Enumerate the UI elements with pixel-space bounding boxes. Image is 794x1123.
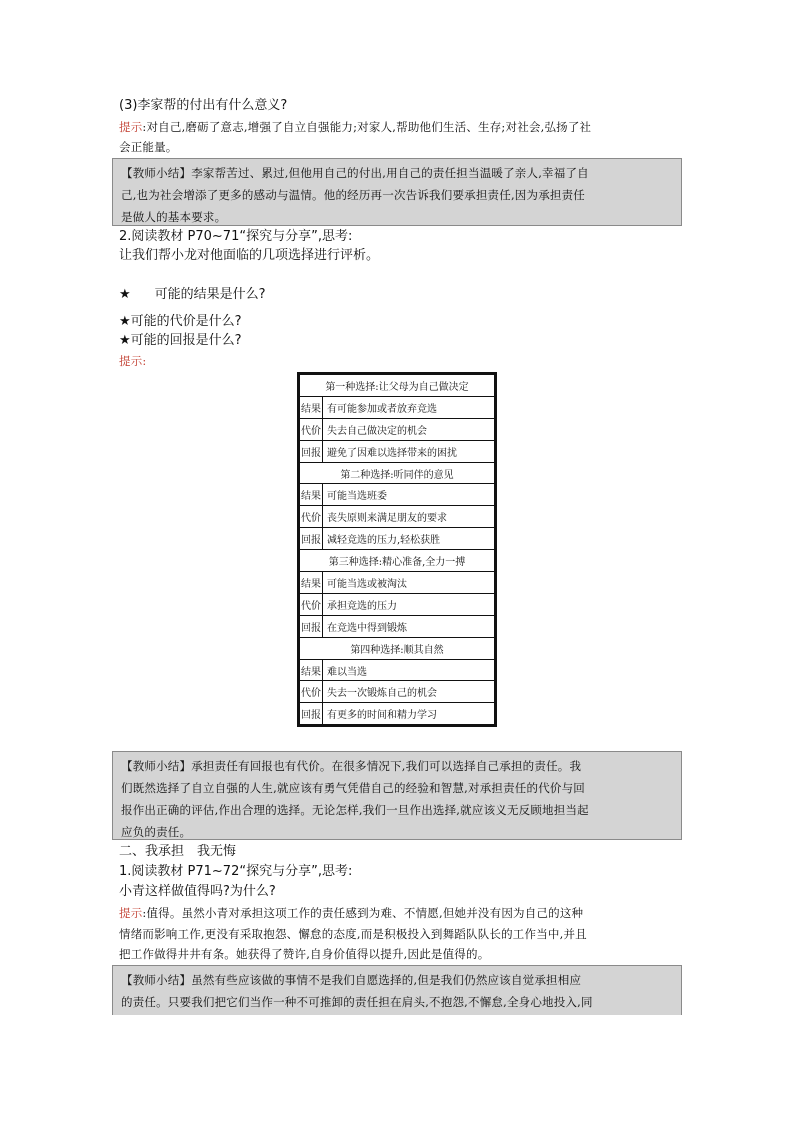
row-value: 在竞选中得到锻炼 xyxy=(323,615,495,637)
teacher-summary-box xyxy=(112,751,682,840)
tip-paragraph-q2: 提示: xyxy=(119,354,147,368)
tip-paragraph-q3 xyxy=(119,118,591,136)
task-1-question: 小青这样做值得吗?为什么? xyxy=(119,884,276,899)
row-value: 失去一次锻炼自己的机会 xyxy=(323,681,495,703)
tip-label: 提示 xyxy=(119,120,143,134)
row-value: 可能当选班委 xyxy=(323,484,495,506)
row-label: 回报 xyxy=(300,703,323,725)
table-row xyxy=(300,484,495,506)
summary-line: 应负的责任。 xyxy=(121,825,192,839)
tip-label: 提示 xyxy=(119,354,143,368)
row-value: 失去自己做决定的机会 xyxy=(323,418,495,440)
summary-line: 报作出正确的评估,作出合理的选择。无论怎样,我们一旦作出选择,就应该义无反顾地担当起 xyxy=(121,803,589,817)
table-row xyxy=(300,615,495,637)
row-value: 有更多的时间和精力学习 xyxy=(323,703,495,725)
star-question-text: 可能的结果是什么? xyxy=(154,287,266,302)
row-label: 结果 xyxy=(300,659,323,681)
table-row xyxy=(300,659,495,681)
star-question-result xyxy=(119,286,266,304)
summary-line: 【教师小结】承担责任有回报也有代价。在很多情况下,我们可以选择自己承担的责任。我 xyxy=(121,759,582,773)
tip-text-continued: 把工作做得井井有条。她获得了赞许,自身价值得以提升,因此是值得的。 xyxy=(119,947,490,961)
row-label: 代价 xyxy=(300,506,323,528)
row-label: 回报 xyxy=(300,615,323,637)
choice-header: 第三种选择:精心准备,全力一搏 xyxy=(300,550,495,572)
tip-text: :对自己,磨砺了意志,增强了自立自强能力;对家人,帮助他们生活、生存;对社会,弘扬了社 xyxy=(142,120,592,134)
choice-header-row xyxy=(300,375,495,397)
row-label: 回报 xyxy=(300,440,323,462)
table-row xyxy=(300,572,495,594)
summary-line: 己,也为社会增添了更多的感动与温情。他的经历再一次告诉我们要承担责任,因为承担责任 xyxy=(121,188,586,202)
choice-header-row xyxy=(300,637,495,659)
choice-header: 第二种选择:听同伴的意见 xyxy=(300,462,495,484)
row-value: 可能当选或被淘汰 xyxy=(323,572,495,594)
table-row xyxy=(300,506,495,528)
teacher-summary-box xyxy=(112,158,682,226)
tip-label: 提示 xyxy=(119,906,143,920)
teacher-summary-box xyxy=(112,965,682,1015)
row-value: 承担竞选的压力 xyxy=(323,593,495,615)
summary-line: 【教师小结】李家帮苦过、累过,但他用自己的付出,用自己的责任担当温暖了亲人,幸福了自 xyxy=(121,166,589,180)
task-2-title: 2.阅读教材 P70~71“探究与分享”,思考: xyxy=(119,229,353,244)
table-row xyxy=(300,528,495,550)
summary-line: 【教师小结】虽然有些应该做的事情不是我们自愿选择的,但是我们仍然应该自觉承担相应 xyxy=(121,973,582,987)
question-3: (3)李家帮的付出有什么意义? xyxy=(119,98,288,113)
row-value: 避免了因难以选择带来的困扰 xyxy=(323,440,495,462)
tip-text-continued: 情绪而影响工作,更没有采取抱怨、懈怠的态度,而是积极投入到舞蹈队队长的工作当中,并且 xyxy=(119,927,587,941)
task-1-title: 1.阅读教材 P71~72“探究与分享”,思考: xyxy=(119,864,353,879)
choices-table xyxy=(297,372,497,727)
section-heading: 二、我承担 我无悔 xyxy=(119,844,237,859)
summary-line: 的责任。只要我们把它们当作一种不可推卸的责任担在肩头,不抱怨,不懈怠,全身心地投入,同 xyxy=(121,995,593,1009)
table-row xyxy=(300,593,495,615)
row-label: 代价 xyxy=(300,418,323,440)
table-row xyxy=(300,396,495,418)
table-row xyxy=(300,418,495,440)
table-row xyxy=(300,681,495,703)
summary-line: 们既然选择了自立自强的人生,就应该有勇气凭借自己的经验和智慧,对承担责任的代价与回 xyxy=(121,781,586,795)
table-row xyxy=(300,440,495,462)
row-label: 代价 xyxy=(300,593,323,615)
choice-header: 第一种选择:让父母为自己做决定 xyxy=(300,375,495,397)
tip-text-continued: 会正能量。 xyxy=(119,140,178,154)
row-label: 回报 xyxy=(300,528,323,550)
star-question-reward: ★可能的回报是什么? xyxy=(119,333,242,348)
row-value: 有可能参加或者放弃竞选 xyxy=(323,396,495,418)
row-value: 减轻竞选的压力,轻松获胜 xyxy=(323,528,495,550)
tip-paragraph-s2 xyxy=(119,904,583,922)
star-question-cost: ★可能的代价是什么? xyxy=(119,314,242,329)
table-row xyxy=(300,703,495,725)
row-label: 结果 xyxy=(300,396,323,418)
star-icon: ★ xyxy=(119,287,131,302)
row-label: 结果 xyxy=(300,484,323,506)
choice-header-row xyxy=(300,550,495,572)
row-value: 丧失原则来满足朋友的要求 xyxy=(323,506,495,528)
choice-header-row xyxy=(300,462,495,484)
row-label: 代价 xyxy=(300,681,323,703)
choice-header: 第四种选择:顺其自然 xyxy=(300,637,495,659)
summary-line: 是做人的基本要求。 xyxy=(121,210,227,224)
tip-text: :值得。虽然小青对承担这项工作的责任感到为难、不情愿,但她并没有因为自己的这种 xyxy=(142,906,584,920)
row-label: 结果 xyxy=(300,572,323,594)
task-2-prompt: 让我们帮小龙对他面临的几项选择进行评析。 xyxy=(119,248,380,263)
row-value: 难以当选 xyxy=(323,659,495,681)
